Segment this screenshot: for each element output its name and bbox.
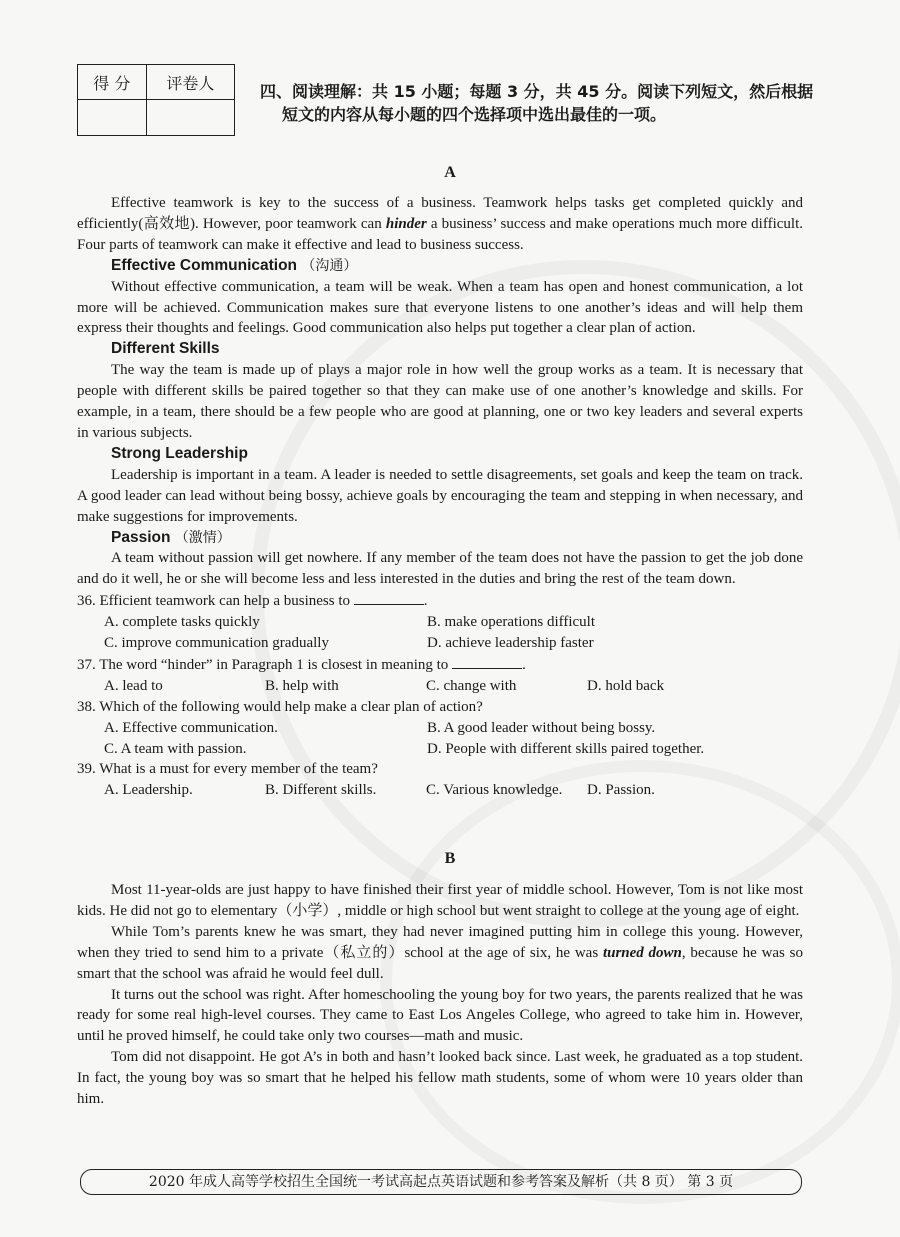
paragraph-skills: The way the team is made up of plays a major role in how well the group works as a team. It is necessary that people with different skills be paired together so that they can make use of one another’s knowledge and skills. For example, in a team, there should be a few people who are good at planning, one or two key leaders and several experts in various subjects. xyxy=(77,362,803,441)
paragraph-b2-text-1: While Tom’s parents knew he was smart, they had never imagined putting him in college this young. However, when they tried to send him to a private（私立的）school at the age of six, he was xyxy=(77,923,803,961)
option-a: A. lead to xyxy=(104,677,163,694)
question-stem: 36. Efficient teamwork can help a business to xyxy=(77,593,350,610)
option-a: A. complete tasks quickly xyxy=(104,614,260,631)
question-38-options-cd xyxy=(77,739,803,760)
option-c: C. improve communication gradually xyxy=(104,635,329,652)
heading-leadership: Strong Leadership xyxy=(111,444,248,462)
heading-communication-gloss: （沟通） xyxy=(301,257,358,274)
passage-b xyxy=(77,880,803,1110)
keyword-turned-down: turned down xyxy=(602,944,682,961)
question-36-options-cd xyxy=(77,633,803,654)
paragraph-communication: Without effective communication, a team will be weak. When a team has open and honest communication, a lot more will be achieved. Communication makes sure that everyone listens to one another’s ideas and will help them express their thoughts and feelings. Good communication also helps put together a clear plan of action. xyxy=(77,278,803,337)
question-38-options xyxy=(77,718,803,739)
paragraph-passion: A team without passion will get nowhere. If any member of the team does not have the passion to get the job done and do it well, he or she will become less and less interested in the duties and bring the rest of the team down. xyxy=(77,550,803,588)
option-b: B. Different skills. xyxy=(265,782,377,799)
grader-cell xyxy=(146,100,234,136)
section-instructions-line2: 短文的内容从每小题的四个选择项中选出最佳的一项。 xyxy=(282,105,667,124)
score-label: 得 分 xyxy=(78,65,147,100)
score-cell xyxy=(78,100,147,136)
option-d: D. achieve leadership faster xyxy=(427,635,594,652)
paragraph-b4: Tom did not disappoint. He got A’s in both and hasn’t looked back since. Last week, he graduated as a top student. In fact, the young boy was so smart that he helped his fellow math students, some of whom were 10 years older than him. xyxy=(77,1049,803,1108)
option-b: B. make operations difficult xyxy=(427,614,596,631)
question-36-options xyxy=(77,612,803,633)
heading-skills: Different Skills xyxy=(111,340,220,358)
keyword-hinder: hinder xyxy=(385,215,427,232)
passage-a-intro xyxy=(77,193,803,256)
question-36 xyxy=(77,590,803,612)
question-38: 38. Which of the following would help make a clear plan of action? xyxy=(77,698,483,715)
answer-blank xyxy=(354,590,424,605)
heading-passion xyxy=(77,528,803,549)
passage-b-letter: B xyxy=(444,850,456,867)
question-39-options xyxy=(77,780,803,801)
passage-a-letter: A xyxy=(444,164,456,181)
question-tail: . xyxy=(522,656,526,673)
heading-communication-text: Effective Communication xyxy=(111,256,298,274)
heading-communication xyxy=(77,256,803,277)
option-c: C. A team with passion. xyxy=(104,740,247,757)
grader-label: 评卷人 xyxy=(146,65,234,100)
option-d: D. Passion. xyxy=(587,782,655,799)
intro-text-2: a business’ success and make operations much more difficult. Four parts of teamwork can make it effective and lead to business success. xyxy=(77,215,803,253)
option-d: D. People with different skills paired together. xyxy=(427,740,705,757)
option-a: A. Effective communication. xyxy=(104,719,278,736)
answer-blank xyxy=(452,654,522,669)
heading-passion-text: Passion xyxy=(111,528,171,546)
page-footer: 2020 年成人高等学校招生全国统一考试高起点英语试题和参考答案及解析（共 8 页） 第 3 页 xyxy=(80,1169,802,1195)
question-37-options xyxy=(77,676,803,697)
question-39: 39. What is a must for every member of the team? xyxy=(77,761,378,778)
intro-text-1: Effective teamwork is key to the success of a business. Teamwork helps tasks get completed quickly and efficiently(高效地). However, poor teamwork can xyxy=(77,195,803,232)
option-c: C. change with xyxy=(426,677,517,694)
paragraph-b2 xyxy=(77,922,803,985)
question-tail: . xyxy=(423,593,428,610)
option-c: C. Various knowledge. xyxy=(426,782,563,799)
section-instructions xyxy=(260,80,820,126)
question-stem: 37. The word “hinder” in Paragraph 1 is closest in meaning to xyxy=(77,656,449,673)
option-d: D. hold back xyxy=(587,677,665,694)
paragraph-b3: It turns out the school was right. After homeschooling the young boy for two years, the parents realized that he was ready for some real high-level courses. They came to East Los Angeles College, who agreed to take him in. However, until he proved himself, he could take only two courses—math and music. xyxy=(77,986,803,1045)
question-37 xyxy=(77,654,803,676)
paragraph-b2-text-2: , because he was so smart that the school was afraid he would feel dull. xyxy=(77,944,804,982)
section-instructions-line1: 四、阅读理解：共 15 小题；每题 3 分，共 45 分。阅读下列短文，然后根据 xyxy=(260,82,814,101)
heading-passion-gloss: （激情） xyxy=(174,529,231,546)
option-b: B. help with xyxy=(265,677,339,694)
score-box xyxy=(77,64,235,136)
paragraph-b1: Most 11-year-olds are just happy to have finished their first year of middle school. However, Tom is not like most kids. He did not go to elementary（小学）, middle or high school but went straight to college at the young age of eight. xyxy=(77,882,803,919)
paragraph-leadership: Leadership is important in a team. A leader is needed to settle disagreements, set goals and keep the team on track. A good leader can lead without being bossy, achieve goals by encouraging the team and stepping in when necessary, and make suggestions for improvements. xyxy=(77,466,803,525)
option-b: B. A good leader without being bossy. xyxy=(427,719,656,736)
passage-a xyxy=(77,193,803,801)
option-a: A. Leadership. xyxy=(104,782,193,799)
